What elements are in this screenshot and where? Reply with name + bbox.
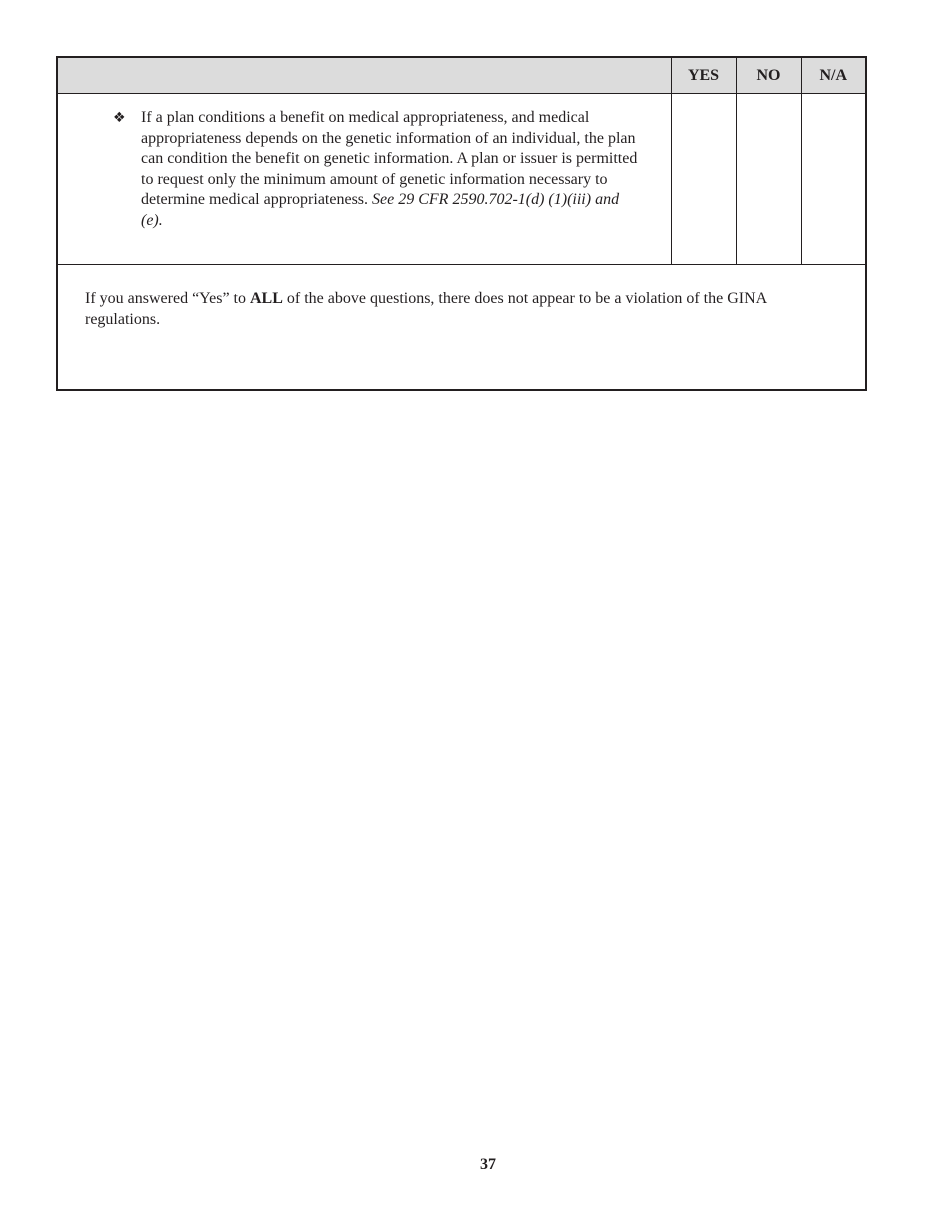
na-column-header: N/A xyxy=(801,57,866,94)
conclusion-text xyxy=(85,289,839,330)
checklist-table xyxy=(56,56,867,391)
conclusion-emphasis: ALL xyxy=(250,290,283,307)
conclusion-text-end: of the above questions, there does not appear to be a violation of the GINA regulations. xyxy=(85,290,767,328)
conclusion-text-start: If you answered “Yes” to xyxy=(85,290,250,307)
question-body: If a plan conditions a benefit on medical appropriateness, and medical appropriateness depends on the genetic information of an individual, the plan can condition the benefit on genetic information. A plan or issuer is permitted to request only the minimum amount of genetic information necessary to determine medical appropriateness. xyxy=(141,109,638,209)
na-answer-cell[interactable] xyxy=(801,94,866,265)
question-cell xyxy=(57,94,671,265)
question-text xyxy=(141,108,641,232)
table-header-row xyxy=(57,57,866,94)
page-number: 37 xyxy=(480,1156,496,1173)
question-column-header xyxy=(57,57,671,94)
question-citation: See 29 CFR 2590.702-1(d) (1)(iii) and (e). xyxy=(141,191,620,229)
diamond-bullet-icon: ❖ xyxy=(113,110,126,126)
yes-answer-cell[interactable] xyxy=(671,94,736,265)
no-answer-cell[interactable] xyxy=(736,94,801,265)
yes-column-header: YES xyxy=(671,57,736,94)
conclusion-row xyxy=(57,265,866,391)
table-row xyxy=(57,94,866,265)
conclusion-cell xyxy=(57,265,866,391)
no-column-header: NO xyxy=(736,57,801,94)
